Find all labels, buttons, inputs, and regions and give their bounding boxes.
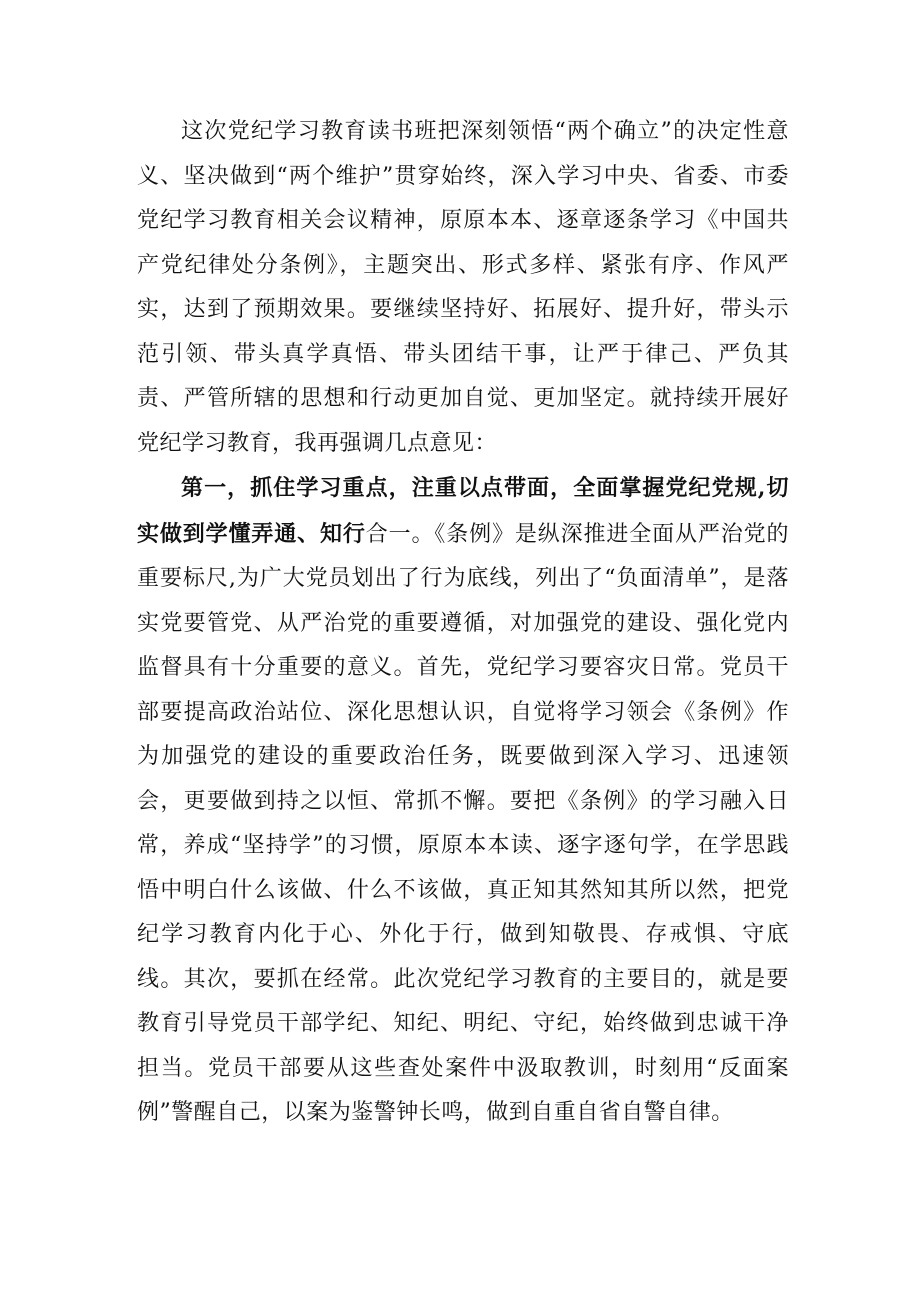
paragraph-text: 这次党纪学习教育读书班把深刻领悟“两个确立”的决定性意义、坚决做到“两个维护”贯穿始终，深入学习中央、省委、市委党纪学习教育相关会议精神，原原本本、逐章逐条学习《中国共产党纪律处分条例》，主题突出、形式多样、紧张有序、作风严实，达到了预期效果。要继续坚持好、拓展好、提升好，带头示范引领、带头真学真悟、带头团结干事，让严于律己、严负其责、严管所辖的思想和行动更加自觉、更加坚定。就持续开展好党纪学习教育，我再强调几点意见： [137,119,789,456]
paragraph-first-point [137,466,789,1136]
paragraph-lead-heading: 第一，抓住学习重点，注重以点带面，全面掌握党纪党规,切实做到学懂弄通、知行 [137,475,789,547]
document-body [137,110,789,1136]
paragraph-intro [137,110,789,466]
paragraph-text: 合一。《条例》是纵深推进全面从严治党的重要标尺,为广大党员划出了行为底线，列出了“负面清单”，是落实党要管党、从严治党的重要遵循，对加强党的建设、强化党内监督具有十分重要的意义。首先，党纪学习要容灾日常。党员干部要提高政治站位、深化思想认识，自觉将学习领会《条例》作为加强党的建设的重要政治任务，既要做到深入学习、迅速领会，更要做到持之以恒、常抓不懈。要把《条例》的学习融入日常，养成“坚持学”的习惯，原原本本读、逐字逐句学，在学思践悟中明白什么该做、什么不该做，真正知其然知其所以然，把党纪学习教育内化于心、外化于行，做到知敬畏、存戒惧、守底线。其次，要抓在经常。此次党纪学习教育的主要目的，就是要教育引导党员干部学纪、知纪、明纪、守纪，始终做到忠诚干净担当。党员干部要从这些查处案件中汲取教训，时刻用“反面案例”警醒自己，以案为鉴警钟长鸣，做到自重自省自警自律。 [137,521,789,1125]
